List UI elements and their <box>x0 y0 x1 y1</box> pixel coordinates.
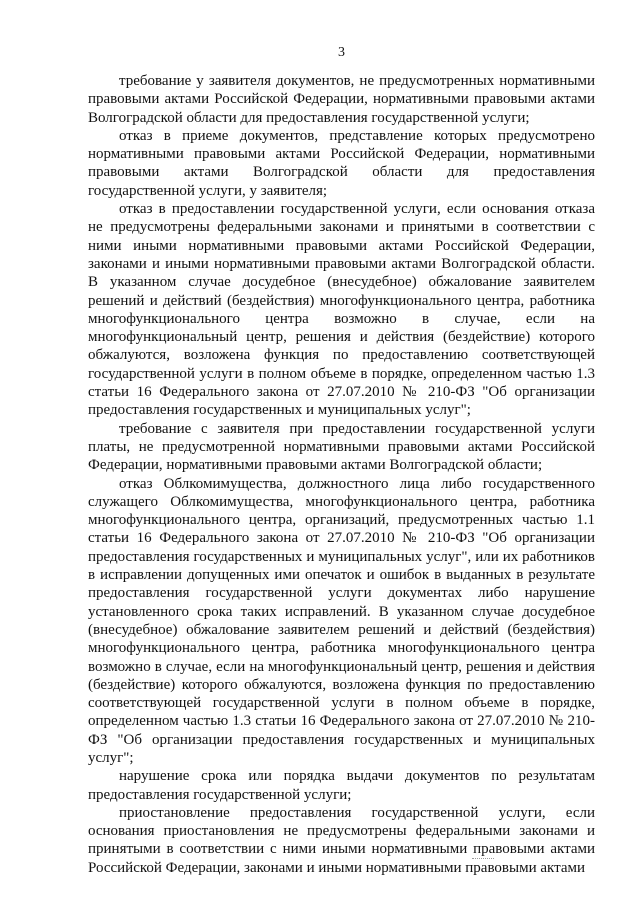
scan-speck <box>472 858 494 861</box>
document-body <box>88 72 595 877</box>
paragraph-fee-requirement: требование с заявителя при предоставлении государственной услуги платы, не предусмотренной нормативными правовыми актами Российской Федерации, нормативными правовыми актами Волгоградской области; <box>88 420 595 474</box>
paragraph-issuance-violation: нарушение срока или порядка выдачи документов по результатам предоставления государственной услуги; <box>88 768 595 803</box>
paragraph-suspension: приостановление предоставления государственной услуги, если основания приостановления не предусмотрены федеральными законами и принятыми в соответствии с ними иными нормативными правовыми актами Российской Федерации, законами и иными нормативными правовыми актами <box>88 804 595 876</box>
paragraph-refusal-to-accept: отказ в приеме документов, представление которых предусмотрено нормативными правовыми актами Российской Федерации, нормативными правовыми актами Волгоградской области для предоставления государственной услуги, у заявителя; <box>88 127 595 199</box>
paragraph-refusal-to-provide: отказ в предоставлении государственной услуги, если основания отказа не предусмотрены федеральными законами и принятыми в соответствии с ними иными нормативными правовыми актами Российской Федерации, законами и иными нормативными правовыми актами Волгоградской области. В указанном случае досудебное (внесудебное) обжалование заявителем решений и действий (бездействия) многофункционального центра, работника многофункционального центра возможно в случае, если на многофункциональный центр, решения и действия (бездействие) которого обжалуются, возложена функция по предоставлению соответствующей государственной услуги в полном объеме в порядке, определенном частью 1.3 статьи 16 Федерального закона от 27.07.2010 № 210-ФЗ "Об организации предоставления государственных и муниципальных услуг"; <box>88 201 595 419</box>
page-number: 3 <box>338 45 345 60</box>
paragraph-correction-refusal: отказ Облкомимущества, должностного лица либо государственного служащего Облкомимущества, многофункционального центра, работника многофункционального центра, организаций, предусмотренных частью 1.1 статьи 16 Федерального закона от 27.07.2010 № 210-ФЗ "Об организации предоставления государственных и муниципальных услуг", или их работников в исправлении допущенных ими опечаток и ошибок в выданных в результате предоставления государственной услуги документах либо нарушение установленного срока таких исправлений. В указанном случае досудебное (внесудебное) обжалование заявителем решений и действий (бездействия) многофункционального центра, работника многофункционального центра возможно в случае, если на многофункциональный центр, решения и действия (бездействие) которого обжалуются, возложена функция по предоставлению соответствующей государственной услуги в полном объеме в порядке, определенном частью 1.3 статьи 16 Федерального закона от 27.07.2010 № 210-ФЗ "Об организации предоставления государственных и муниципальных услуг"; <box>88 475 595 766</box>
paragraph-document-requirement: требование у заявителя документов, не предусмотренных нормативными правовыми актами Российской Федерации, нормативными правовыми актами Волгоградской области для предоставления государственной услуги; <box>88 73 595 126</box>
